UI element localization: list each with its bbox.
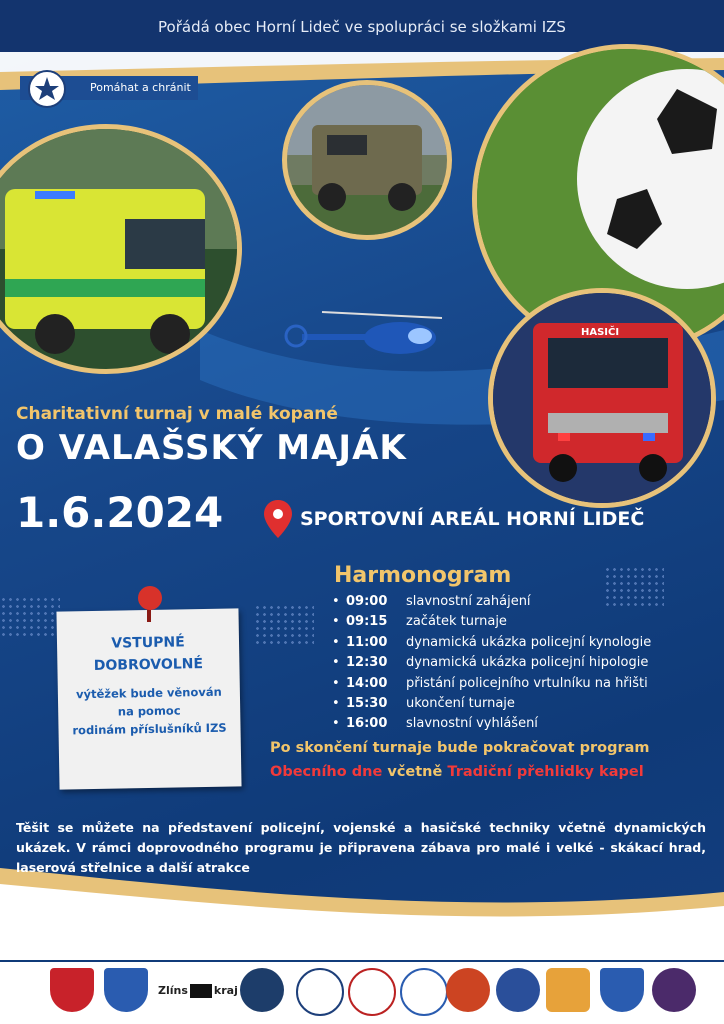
continuation-line2: Obecního dne včetně Tradiční přehlidky kapel: [270, 764, 644, 780]
event-location: SPORTOVNÍ AREÁL HORNÍ LIDEČ: [300, 508, 645, 530]
zlin-region-logo: Zlíns kraj: [158, 984, 238, 997]
list-item: • 11:00 dynamická ukázka policejní kynologie: [332, 634, 652, 650]
list-item: • 15:30 ukončení turnaje: [332, 695, 515, 711]
rescue-crest-icon: [104, 968, 148, 1012]
decor-dots-mid: [254, 604, 314, 644]
admission-note: [56, 608, 241, 789]
slovak-police-logo-icon: [496, 968, 540, 1012]
police-brand-strip: [20, 76, 198, 100]
list-item: • 14:00 přistání policejního vrtulníku na hřišti: [332, 675, 648, 691]
partner-logos: [0, 962, 724, 1024]
note-line1: VSTUPNÉ: [111, 634, 185, 652]
police-star-icon: [28, 70, 66, 108]
list-item: • 16:00 slavnostní vyhlášení: [332, 716, 538, 732]
event-title: O VALAŠSKÝ MAJÁK: [16, 428, 407, 468]
continuation-line1: Po skončení turnaje bude pokračovat program: [270, 740, 650, 756]
list-item: • 09:00 slavnostní zahájení: [332, 594, 531, 609]
municipal-police-badge-icon: [240, 968, 284, 1012]
fire-truck-label: HASIČI: [581, 327, 620, 338]
note-body1: výtěžek bude věnován: [75, 684, 222, 702]
fire-truck-photo: [488, 288, 716, 508]
decor-dots-left: [0, 596, 60, 636]
organizer-text: Pořádá obec Horní Lideč ve spolupráci se složkami IZS: [158, 18, 566, 36]
region-crest-icon: [600, 968, 644, 1012]
location-pin-icon: [264, 500, 292, 538]
note-line2: DOBROVOLNÉ: [93, 656, 204, 674]
fire-brigade-badge-icon: [652, 968, 696, 1012]
helicopter-icon: [282, 298, 452, 368]
brand-slogan: Pomáhat a chránit: [90, 81, 191, 94]
schedule-title: Harmonogram: [334, 563, 512, 588]
fire-rescue-cross-icon: [546, 968, 590, 1012]
military-vehicle-photo: [282, 80, 452, 240]
city-police-logo-icon: [348, 968, 396, 1016]
push-pin-icon: [138, 586, 162, 610]
mountain-rescue-logo-icon: [446, 968, 490, 1012]
municipality-crest-icon: [50, 968, 94, 1012]
event-subtitle: Charitativní turnaj v malé kopané: [16, 404, 338, 424]
note-body3: rodinám příslušníků IZS: [72, 720, 227, 738]
list-item: • 09:15 začátek turnaje: [332, 614, 507, 630]
list-item: • 12:30 dynamická ukázka policejní hipologie: [332, 655, 649, 671]
police-star-logo-icon: [296, 968, 344, 1016]
description-paragraph: Těšit se můžete na představení policejní, vojenské a hasičské techniky včetně dynamických ukázek. V rámci doprovodného programu je připravena zábava pro malé i velké - skákací hrad, laserová střelnice a další atrakce: [16, 820, 706, 875]
schedule-list: [332, 594, 722, 737]
ambulance-service-logo-icon: [400, 968, 448, 1016]
note-body2: na pomoc: [117, 703, 181, 719]
event-date: 1.6.2024: [16, 488, 224, 537]
